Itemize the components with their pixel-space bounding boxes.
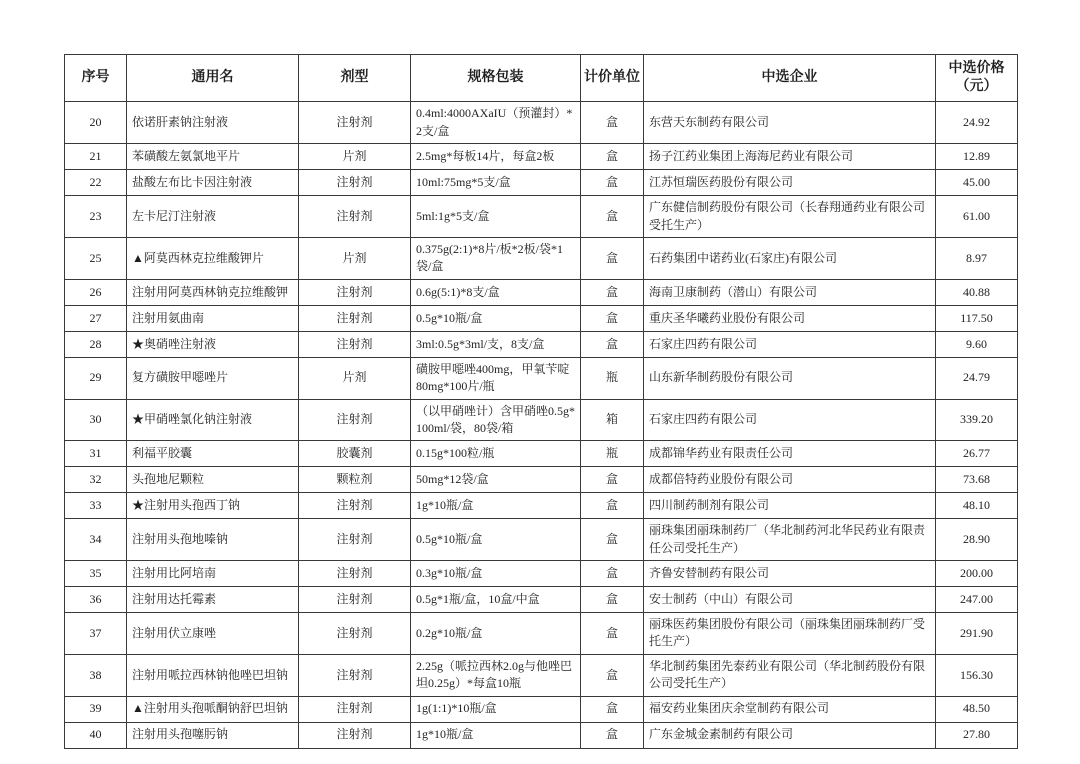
cell-selected-price: 28.90 (936, 519, 1018, 561)
drug-price-table-container (64, 54, 1018, 749)
table-row (65, 587, 1018, 613)
cell-selected-company: 海南卫康制药（潜山）有限公司 (644, 279, 936, 305)
cell-selected-price: 45.00 (936, 170, 1018, 196)
table-row (65, 441, 1018, 467)
cell-serial-number: 31 (65, 441, 127, 467)
cell-dosage-form: 片剂 (299, 237, 411, 279)
cell-spec-package: 2.5mg*每板14片，每盒2板 (411, 144, 581, 170)
cell-pricing-unit: 盒 (581, 561, 644, 587)
column-header-spec-package: 规格包装 (411, 55, 581, 102)
table-row (65, 102, 1018, 144)
cell-serial-number: 25 (65, 237, 127, 279)
cell-selected-price: 40.88 (936, 279, 1018, 305)
cell-serial-number: 23 (65, 196, 127, 238)
cell-serial-number: 21 (65, 144, 127, 170)
cell-selected-company: 丽珠医药集团股份有限公司（丽珠集团丽珠制药厂受托生产） (644, 613, 936, 655)
cell-generic-name: ★奥硝唑注射液 (127, 331, 299, 357)
cell-spec-package: 0.15g*100粒/瓶 (411, 441, 581, 467)
cell-selected-company: 重庆圣华曦药业股份有限公司 (644, 305, 936, 331)
column-header-pricing-unit: 计价单位 (581, 55, 644, 102)
cell-selected-price: 48.10 (936, 493, 1018, 519)
table-body (65, 102, 1018, 748)
cell-selected-company: 福安药业集团庆余堂制药有限公司 (644, 696, 936, 722)
table-row (65, 331, 1018, 357)
cell-pricing-unit: 盒 (581, 170, 644, 196)
cell-generic-name: 注射用比阿培南 (127, 561, 299, 587)
table-header (65, 55, 1018, 102)
cell-serial-number: 28 (65, 331, 127, 357)
cell-selected-company: 广东健信制药股份有限公司（长春翔通药业有限公司受托生产） (644, 196, 936, 238)
cell-selected-company: 安士制药（中山）有限公司 (644, 587, 936, 613)
cell-serial-number: 34 (65, 519, 127, 561)
cell-selected-company: 华北制药集团先泰药业有限公司（华北制药股份有限公司受托生产） (644, 654, 936, 696)
table-row (65, 144, 1018, 170)
cell-spec-package: 1g*10瓶/盒 (411, 722, 581, 748)
cell-selected-company: 江苏恒瑞医药股份有限公司 (644, 170, 936, 196)
cell-dosage-form: 片剂 (299, 357, 411, 399)
table-row (65, 237, 1018, 279)
table-row (65, 696, 1018, 722)
cell-selected-company: 扬子江药业集团上海海尼药业有限公司 (644, 144, 936, 170)
cell-dosage-form: 注射剂 (299, 519, 411, 561)
cell-spec-package: 1g*10瓶/盒 (411, 493, 581, 519)
cell-dosage-form: 注射剂 (299, 305, 411, 331)
cell-generic-name: 复方磺胺甲噁唑片 (127, 357, 299, 399)
column-header-selected-company: 中选企业 (644, 55, 936, 102)
cell-selected-price: 339.20 (936, 399, 1018, 441)
cell-selected-price: 247.00 (936, 587, 1018, 613)
cell-serial-number: 36 (65, 587, 127, 613)
table-row (65, 722, 1018, 748)
cell-selected-company: 成都锦华药业有限责任公司 (644, 441, 936, 467)
column-header-selected-price: 中选价格（元） (936, 55, 1018, 102)
cell-spec-package: 0.5g*10瓶/盒 (411, 305, 581, 331)
cell-dosage-form: 注射剂 (299, 722, 411, 748)
cell-dosage-form: 片剂 (299, 144, 411, 170)
cell-generic-name: 注射用伏立康唑 (127, 613, 299, 655)
cell-pricing-unit: 盒 (581, 519, 644, 561)
cell-selected-company: 石药集团中诺药业(石家庄)有限公司 (644, 237, 936, 279)
cell-generic-name: ★注射用头孢西丁钠 (127, 493, 299, 519)
cell-selected-price: 156.30 (936, 654, 1018, 696)
cell-spec-package: 0.375g(2:1)*8片/板*2板/袋*1袋/盒 (411, 237, 581, 279)
cell-pricing-unit: 盒 (581, 102, 644, 144)
cell-generic-name: ▲阿莫西林克拉维酸钾片 (127, 237, 299, 279)
cell-generic-name: 苯磺酸左氨氯地平片 (127, 144, 299, 170)
cell-serial-number: 29 (65, 357, 127, 399)
cell-spec-package: 0.5g*10瓶/盒 (411, 519, 581, 561)
cell-spec-package: （以甲硝唑计）含甲硝唑0.5g*100ml/袋，80袋/箱 (411, 399, 581, 441)
cell-generic-name: 盐酸左布比卡因注射液 (127, 170, 299, 196)
cell-generic-name: 注射用达托霉素 (127, 587, 299, 613)
cell-spec-package: 5ml:1g*5支/盒 (411, 196, 581, 238)
cell-spec-package: 3ml:0.5g*3ml/支，8支/盒 (411, 331, 581, 357)
cell-dosage-form: 注射剂 (299, 399, 411, 441)
cell-dosage-form: 注射剂 (299, 279, 411, 305)
table-row (65, 170, 1018, 196)
cell-selected-company: 石家庄四药有限公司 (644, 399, 936, 441)
cell-pricing-unit: 盒 (581, 237, 644, 279)
cell-serial-number: 33 (65, 493, 127, 519)
table-row (65, 399, 1018, 441)
cell-generic-name: 利福平胶囊 (127, 441, 299, 467)
cell-spec-package: 50mg*12袋/盒 (411, 467, 581, 493)
cell-pricing-unit: 盒 (581, 654, 644, 696)
cell-dosage-form: 注射剂 (299, 331, 411, 357)
cell-pricing-unit: 盒 (581, 196, 644, 238)
cell-selected-price: 8.97 (936, 237, 1018, 279)
cell-selected-company: 山东新华制药股份有限公司 (644, 357, 936, 399)
cell-pricing-unit: 瓶 (581, 357, 644, 399)
cell-generic-name: 依诺肝素钠注射液 (127, 102, 299, 144)
cell-spec-package: 0.5g*1瓶/盒，10盒/中盒 (411, 587, 581, 613)
cell-serial-number: 38 (65, 654, 127, 696)
cell-spec-package: 1g(1:1)*10瓶/盒 (411, 696, 581, 722)
drug-price-table (64, 54, 1018, 749)
cell-selected-company: 丽珠集团丽珠制药厂（华北制药河北华民药业有限责任公司受托生产） (644, 519, 936, 561)
column-header-generic-name: 通用名 (127, 55, 299, 102)
cell-spec-package: 2.25g（哌拉西林2.0g与他唑巴坦0.25g）*每盒10瓶 (411, 654, 581, 696)
cell-dosage-form: 注射剂 (299, 654, 411, 696)
cell-selected-price: 24.79 (936, 357, 1018, 399)
cell-selected-price: 12.89 (936, 144, 1018, 170)
cell-pricing-unit: 盒 (581, 587, 644, 613)
cell-pricing-unit: 盒 (581, 493, 644, 519)
cell-serial-number: 32 (65, 467, 127, 493)
cell-dosage-form: 注射剂 (299, 196, 411, 238)
cell-generic-name: 注射用头孢地嗪钠 (127, 519, 299, 561)
cell-selected-price: 27.80 (936, 722, 1018, 748)
cell-serial-number: 40 (65, 722, 127, 748)
cell-dosage-form: 注射剂 (299, 170, 411, 196)
cell-pricing-unit: 箱 (581, 399, 644, 441)
cell-generic-name: 头孢地尼颗粒 (127, 467, 299, 493)
cell-dosage-form: 注射剂 (299, 696, 411, 722)
cell-pricing-unit: 盒 (581, 613, 644, 655)
header-row (65, 55, 1018, 102)
cell-selected-company: 广东金城金素制药有限公司 (644, 722, 936, 748)
table-row (65, 654, 1018, 696)
cell-dosage-form: 颗粒剂 (299, 467, 411, 493)
cell-generic-name: 左卡尼汀注射液 (127, 196, 299, 238)
cell-dosage-form: 胶囊剂 (299, 441, 411, 467)
column-header-dosage-form: 剂型 (299, 55, 411, 102)
table-row (65, 305, 1018, 331)
table-row (65, 279, 1018, 305)
cell-dosage-form: 注射剂 (299, 613, 411, 655)
cell-selected-company: 东营天东制药有限公司 (644, 102, 936, 144)
cell-selected-price: 48.50 (936, 696, 1018, 722)
cell-serial-number: 27 (65, 305, 127, 331)
cell-serial-number: 20 (65, 102, 127, 144)
cell-spec-package: 0.3g*10瓶/盒 (411, 561, 581, 587)
cell-selected-price: 26.77 (936, 441, 1018, 467)
table-row (65, 467, 1018, 493)
cell-generic-name: 注射用哌拉西林钠他唑巴坦钠 (127, 654, 299, 696)
cell-selected-price: 24.92 (936, 102, 1018, 144)
cell-spec-package: 0.4ml:4000AXaIU（预灌封）*2支/盒 (411, 102, 581, 144)
cell-generic-name: 注射用头孢噻肟钠 (127, 722, 299, 748)
cell-pricing-unit: 盒 (581, 696, 644, 722)
cell-selected-company: 齐鲁安替制药有限公司 (644, 561, 936, 587)
cell-pricing-unit: 盒 (581, 331, 644, 357)
cell-serial-number: 22 (65, 170, 127, 196)
table-row (65, 519, 1018, 561)
cell-generic-name: 注射用阿莫西林钠克拉维酸钾 (127, 279, 299, 305)
cell-selected-price: 200.00 (936, 561, 1018, 587)
cell-dosage-form: 注射剂 (299, 102, 411, 144)
column-header-no: 序号 (65, 55, 127, 102)
cell-selected-price: 117.50 (936, 305, 1018, 331)
table-row (65, 613, 1018, 655)
table-row (65, 493, 1018, 519)
cell-selected-price: 61.00 (936, 196, 1018, 238)
cell-selected-company: 石家庄四药有限公司 (644, 331, 936, 357)
cell-dosage-form: 注射剂 (299, 561, 411, 587)
cell-selected-price: 73.68 (936, 467, 1018, 493)
cell-pricing-unit: 盒 (581, 279, 644, 305)
cell-serial-number: 26 (65, 279, 127, 305)
cell-spec-package: 0.2g*10瓶/盒 (411, 613, 581, 655)
cell-pricing-unit: 盒 (581, 722, 644, 748)
table-row (65, 561, 1018, 587)
cell-serial-number: 39 (65, 696, 127, 722)
cell-dosage-form: 注射剂 (299, 493, 411, 519)
cell-generic-name: ★甲硝唑氯化钠注射液 (127, 399, 299, 441)
cell-selected-company: 成都倍特药业股份有限公司 (644, 467, 936, 493)
cell-serial-number: 30 (65, 399, 127, 441)
cell-spec-package: 10ml:75mg*5支/盒 (411, 170, 581, 196)
cell-selected-price: 291.90 (936, 613, 1018, 655)
cell-selected-price: 9.60 (936, 331, 1018, 357)
cell-pricing-unit: 盒 (581, 144, 644, 170)
cell-pricing-unit: 盒 (581, 467, 644, 493)
cell-spec-package: 0.6g(5:1)*8支/盒 (411, 279, 581, 305)
cell-serial-number: 37 (65, 613, 127, 655)
table-row (65, 196, 1018, 238)
cell-serial-number: 35 (65, 561, 127, 587)
cell-generic-name: ▲注射用头孢哌酮钠舒巴坦钠 (127, 696, 299, 722)
cell-selected-company: 四川制药制剂有限公司 (644, 493, 936, 519)
cell-dosage-form: 注射剂 (299, 587, 411, 613)
cell-pricing-unit: 盒 (581, 305, 644, 331)
cell-pricing-unit: 瓶 (581, 441, 644, 467)
cell-generic-name: 注射用氨曲南 (127, 305, 299, 331)
cell-spec-package: 磺胺甲噁唑400mg，甲氧苄啶80mg*100片/瓶 (411, 357, 581, 399)
table-row (65, 357, 1018, 399)
